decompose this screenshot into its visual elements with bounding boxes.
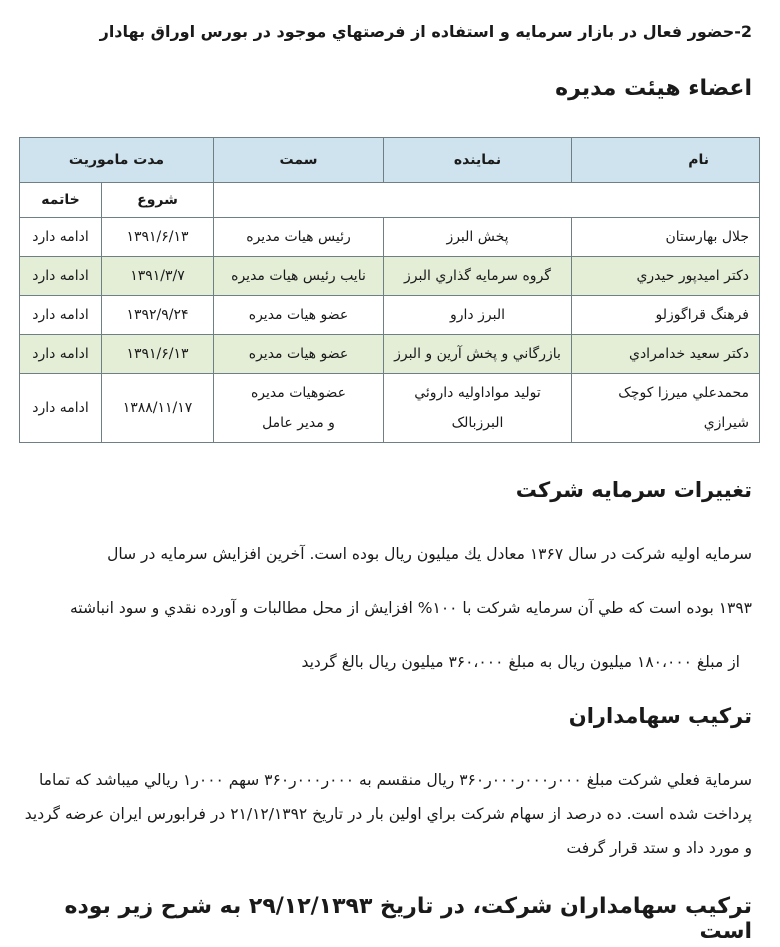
capital-line-3: از مبلغ ۱۸۰،۰۰۰ ميليون ريال به مبلغ ۳۶۰،۰۰۰ ميليون ريال بالغ گرديد bbox=[301, 653, 740, 671]
member-end: ادامه دارد bbox=[20, 218, 102, 257]
member-position: عضو هيات مديره bbox=[214, 335, 384, 374]
member-rep-line1: توليد مواداوليه داروئي bbox=[414, 385, 541, 401]
member-end: ادامه دارد bbox=[20, 257, 102, 296]
member-position-line1: عضوهيات مديره bbox=[250, 385, 347, 401]
member-position-line2: و مدير عامل bbox=[262, 415, 335, 431]
shareholders-title: تركيب سهامداران bbox=[568, 704, 752, 728]
member-end: ادامه دارد bbox=[20, 374, 102, 443]
header-end: خاتمه bbox=[20, 183, 102, 218]
header-name: نام bbox=[572, 138, 760, 183]
member-position bbox=[214, 374, 384, 443]
member-name: فرهنگ قراگوزلو bbox=[572, 296, 760, 335]
member-start: ۱۳۹۱/۶/۱۳ bbox=[102, 218, 214, 257]
table-row bbox=[20, 374, 760, 443]
table-row bbox=[20, 335, 760, 374]
member-name bbox=[572, 374, 760, 443]
capital-line-2: ۱۳۹۳ بوده است كه طي آن سرمايه شركت با ۱۰۰% افزايش از محل مطالبات و آورده نقدي و سود انباشته bbox=[69, 599, 752, 617]
member-position: عضو هيات مديره bbox=[214, 296, 384, 335]
intro-line: 2-حضور فعال در بازار سرمايه و استفاده از فرصتهاي موجود در بورس اوراق بهادار bbox=[99, 22, 752, 41]
board-header-row bbox=[20, 138, 760, 183]
table-row bbox=[20, 218, 760, 257]
member-rep: البرز دارو bbox=[384, 296, 572, 335]
member-name: دكتر سعيد خدامرادي bbox=[572, 335, 760, 374]
member-start: ۱۳۹۱/۶/۱۳ bbox=[102, 335, 214, 374]
shareholders-composition-title: تركيب سهامداران شركت، در تاريخ ۲۹/۱۲/۱۳۹۳ به شرح زير بوده است bbox=[64, 894, 752, 944]
member-name: دكتر اميدپور حيدري bbox=[572, 257, 760, 296]
member-position: نايب رئيس هيات مديره bbox=[214, 257, 384, 296]
member-rep-line2: البرزبالک bbox=[451, 415, 504, 431]
header-start: شروع bbox=[102, 183, 214, 218]
member-end: ادامه دارد bbox=[20, 335, 102, 374]
member-name-line1: محمدعلي ميرزا كوچک bbox=[618, 385, 749, 401]
header-rep: نماينده bbox=[384, 138, 572, 183]
member-rep: پخش البرز bbox=[384, 218, 572, 257]
member-position: رئيس هيات مديره bbox=[214, 218, 384, 257]
member-rep: گروه سرمايه گذاري البرز bbox=[384, 257, 572, 296]
member-name: جلال بهارستان bbox=[572, 218, 760, 257]
member-rep bbox=[384, 374, 572, 443]
member-rep: بازرگاني و پخش آرين و البرز bbox=[384, 335, 572, 374]
shareholders-paragraph: سرماية فعلي شركت مبلغ ۰۰۰ر۰۰۰ر۰۰۰ر۳۶۰ ريال منقسم به ۰۰۰ر۰۰۰ر۳۶۰ سهم ۰۰۰ر۱ ريالي ميباشد كه تماما پرداخت شده است. ده درصد از سهام شركت براي اولين بار در تاريخ ۲۱/۱۲/۱۳۹۲ در فرابورس ايران عرضه گرديد و مورد داد و ستد قرار گرفت bbox=[24, 771, 752, 857]
member-end: ادامه دارد bbox=[20, 296, 102, 335]
table-row bbox=[20, 296, 760, 335]
member-start: ۱۳۹۲/۹/۲۴ bbox=[102, 296, 214, 335]
board-subheader-row bbox=[20, 183, 760, 218]
table-row bbox=[20, 257, 760, 296]
member-name-line2: شيرازي bbox=[703, 415, 749, 431]
capital-title: تغييرات سرمايه شركت bbox=[515, 478, 752, 502]
member-start: ۱۳۸۸/۱۱/۱۷ bbox=[102, 374, 214, 443]
header-position: سمت bbox=[214, 138, 384, 183]
header-term: مدت ماموريت bbox=[20, 138, 214, 183]
board-title: اعضاء هيئت مديره bbox=[555, 76, 752, 101]
subheader-blank bbox=[214, 183, 760, 218]
capital-line-1: سرمايه اوليه شركت در سال ۱۳۶۷ معادل يك ميليون ريال بوده است. آخرين افزايش سرمايه در سال bbox=[107, 545, 752, 563]
board-table bbox=[19, 137, 760, 443]
member-start: ۱۳۹۱/۳/۷ bbox=[102, 257, 214, 296]
